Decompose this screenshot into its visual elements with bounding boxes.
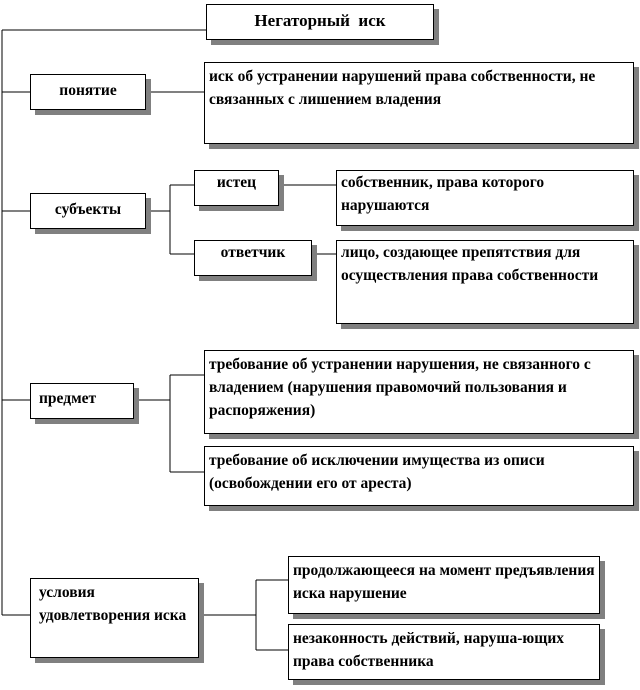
plaintiff-label-box (194, 170, 279, 206)
subject-matter-item-1-box (204, 350, 634, 434)
subject-matter-item-1: требование об устранении нарушения, не связанного с владением (нарушения правомочий пользования и распоряжения) (209, 356, 591, 419)
title-text: Негаторный иск (254, 11, 386, 30)
defendant-text: лицо, создающее препятствия для осуществления права собственности (341, 244, 599, 284)
defendant-label-box (194, 240, 312, 276)
conditions-label-box (30, 578, 199, 658)
defendant-label: ответчик (220, 244, 286, 261)
plaintiff-text: собственник, права которого нарушаются (341, 174, 545, 214)
subject-matter-item-2: требование об исключении имущества из описи (освобождении его от ареста) (209, 452, 545, 492)
plaintiff-label: истец (216, 174, 257, 191)
concept-definition: иск об устранении нарушений права собственности, не связанных с лишением владения (209, 68, 596, 108)
subject-matter-label: предмет (39, 390, 97, 407)
subject-matter-label-box (30, 383, 134, 419)
title-box (206, 4, 434, 40)
conditions-item-2-box (288, 624, 600, 680)
defendant-text-box (336, 240, 634, 324)
conditions-item-1-box (288, 556, 600, 614)
concept-definition-box (204, 62, 634, 144)
plaintiff-text-box (336, 170, 634, 226)
conditions-item-1: продолжающееся на момент предъявления иска нарушение (293, 562, 595, 602)
conditions-item-2: незаконность действий, наруша-ющих права собственника (293, 630, 565, 670)
subjects-label: субъекты (54, 201, 122, 218)
concept-label-box (30, 74, 146, 110)
concept-label: понятие (59, 82, 117, 99)
subject-matter-item-2-box (204, 446, 634, 506)
conditions-label: условия удовлетворения иска (39, 584, 187, 624)
subjects-label-box (30, 193, 146, 229)
